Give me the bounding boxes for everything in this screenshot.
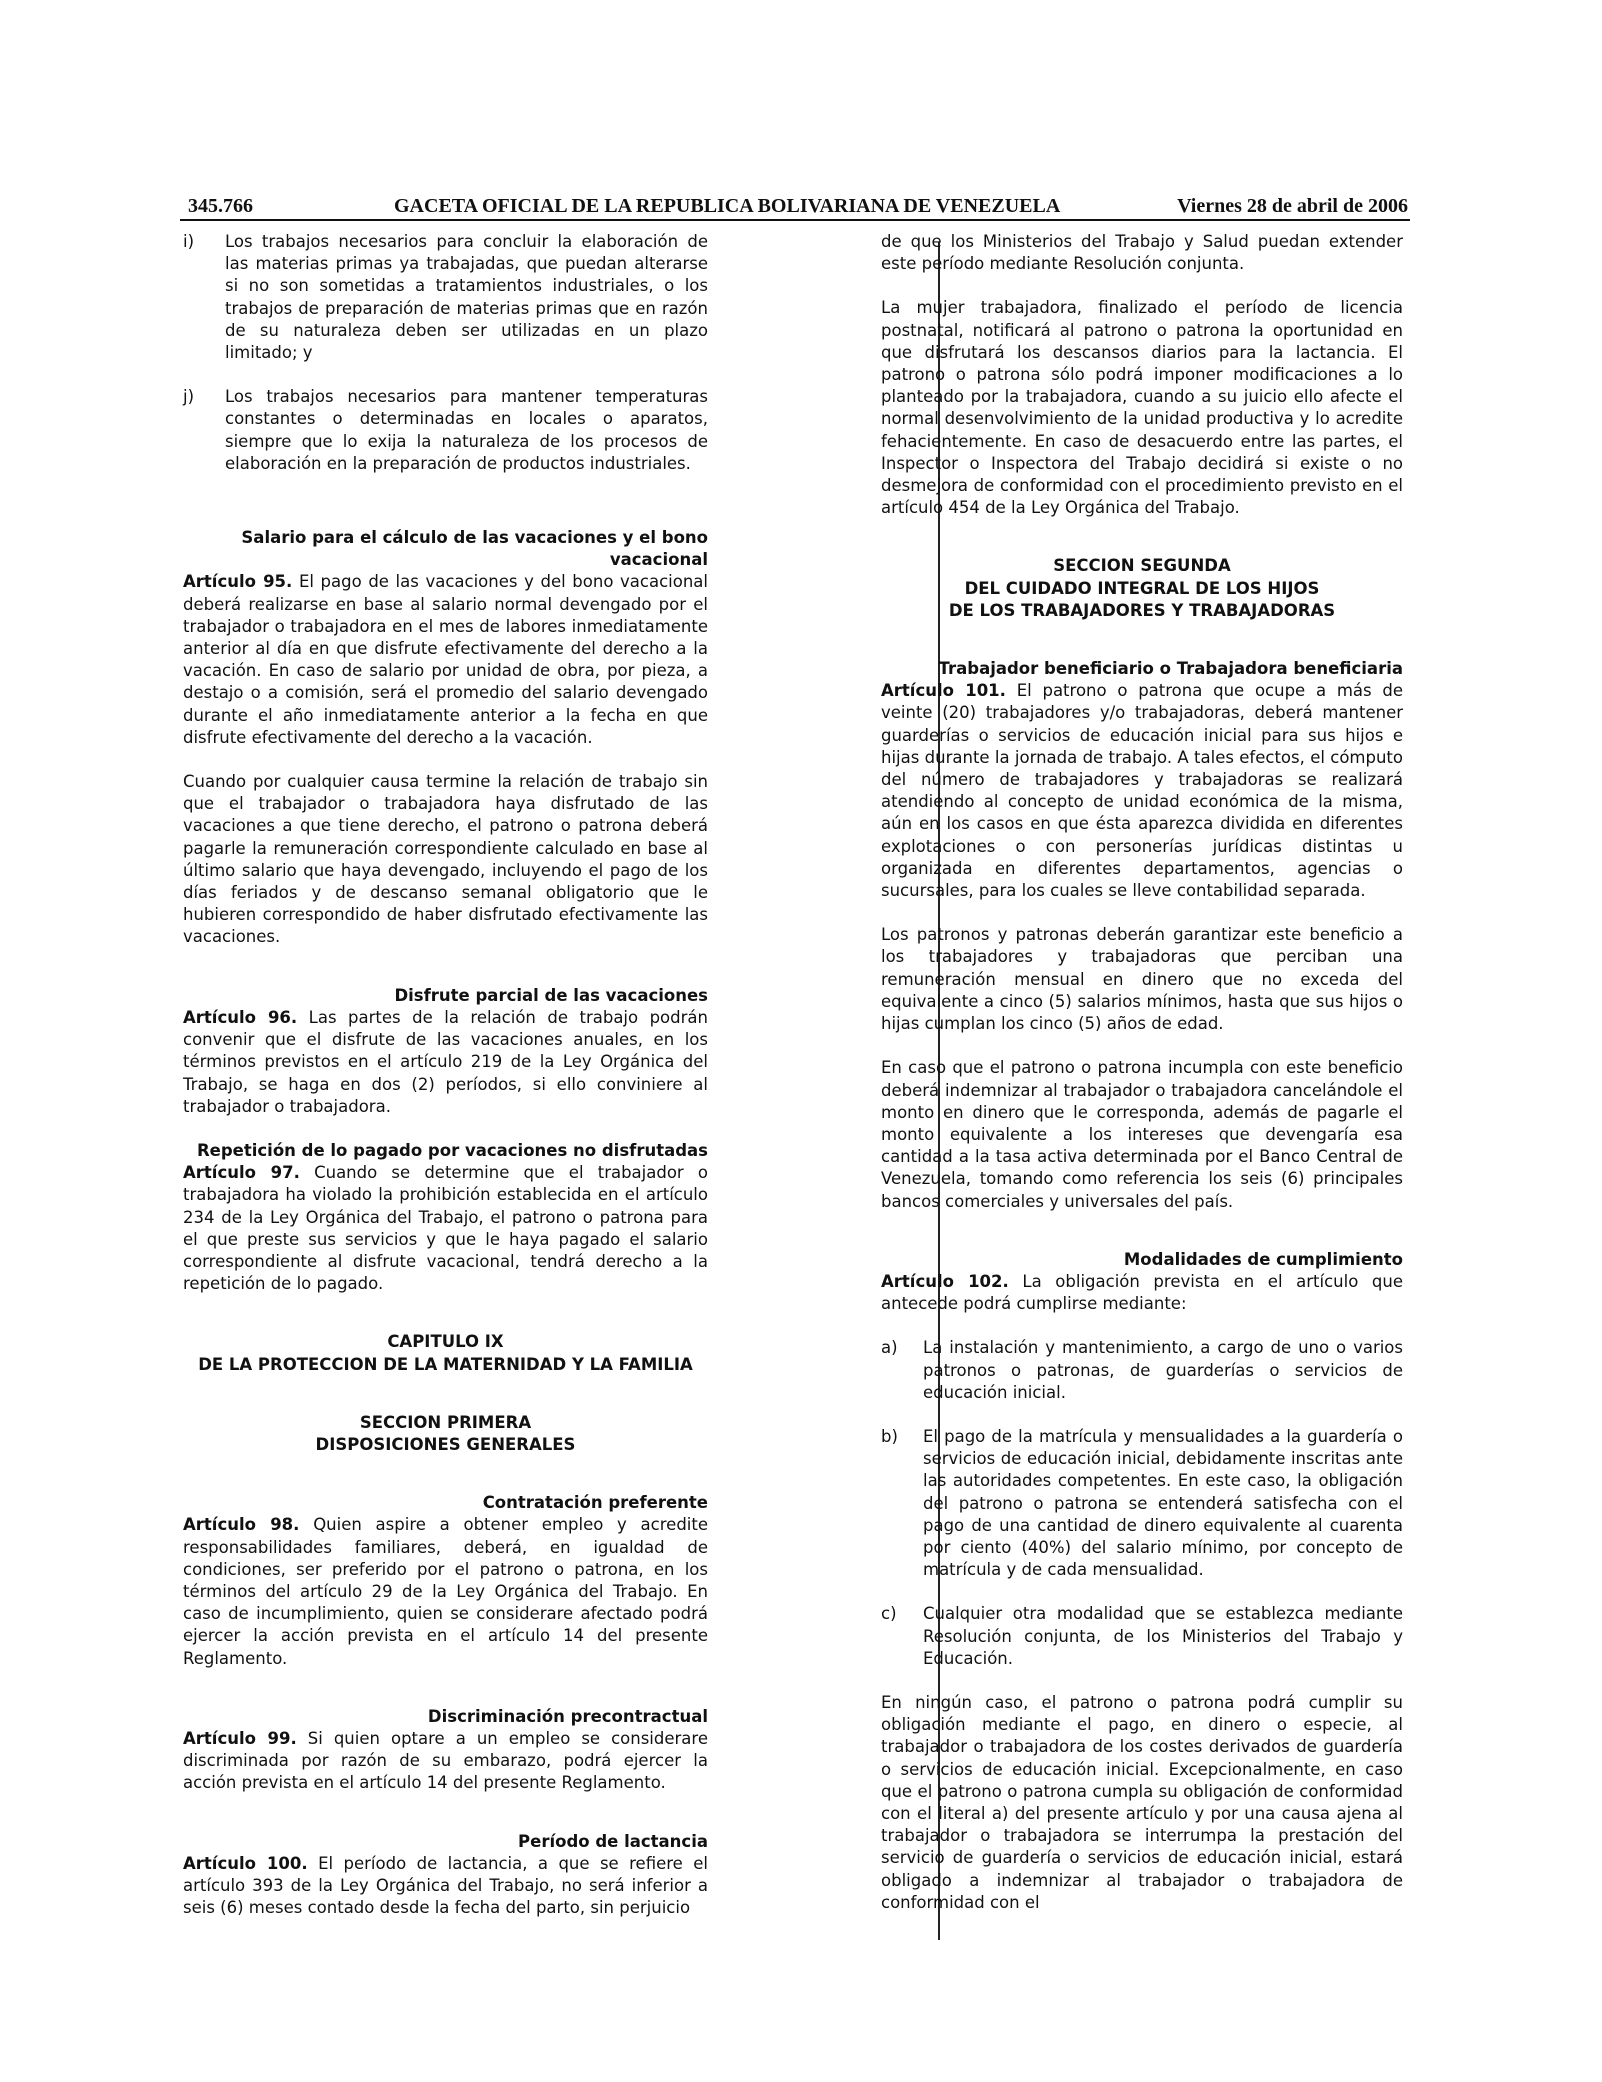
list-item-b (881, 1426, 1403, 1581)
article-text: Quien aspire a obtener empleo y acredite responsabilidades familiares, deberá, en igualdad de condiciones, ser preferido por el patrono o patrona, en los términos del artículo 29 de la Ley Orgánica del Trabajo. En caso de incumplimiento, quien se considerare afectado podrá ejercer la acción prevista en el artículo 14 del presente Reglamento. (183, 1515, 708, 1668)
article-100-paragraph-2: La mujer trabajadora, finalizado el período de licencia postnatal, notificará al patrono o patrona la oportunidad en que disfrutará los descansos diarios para la lactancia. El patrono o patrona sólo podrá imponer modificaciones a lo planteado por la trabajadora, cuando a su juicio ello afecte el normal desenvolvimiento de la unidad productiva y lo acredite fehacientemente. En caso de desacuerdo entre las partes, el Inspector o Inspectora del Trabajo decidirá si existe o no desmejora de conformidad con el procedimiento previsto en el artículo 454 de la Ley Orgánica del Trabajo. (881, 298, 1403, 518)
list-item-c (881, 1603, 1403, 1670)
article-97 (183, 1162, 708, 1295)
article-95-title: Salario para el cálculo de las vacaciones y el bono vacacional (241, 528, 708, 570)
article-text: El patrono o patrona que ocupe a más de veinte (20) trabajadores y/o trabajadoras, deberá mantener guarderías o servicios de educación inicial para sus hijos e hijas durante la jornada de trabajo. A tales efectos, el cómputo del número de trabajadores y trabajadoras se realizará atendiendo al concepto de unidad económica de la misma, aún en los casos en que ésta aparezca dividida en diferentes explotaciones o con personerías jurídicas distintas u organizada en diferentes departamentos, agencias o sucursales, para los cuales se lleve contabilidad separada. (881, 681, 1403, 901)
article-label: Artículo 99. (183, 1728, 297, 1748)
right-column (881, 231, 1403, 1914)
article-label: Artículo 100. (183, 1853, 308, 1873)
article-101-paragraph-3: En caso que el patrono o patrona incumpla con este beneficio deberá indemnizar al trabajador o trabajadora cancelándole el monto en dinero que le corresponda, además de pagarle el monto equivalente a los intereses que devengaría esa cantidad a la tasa activa determinada por el Banco Central de Venezuela, tomando como referencia los seis (6) principales bancos comerciales y universales del país. (881, 1058, 1403, 1211)
item-label: b) (881, 1426, 898, 1446)
article-text: Cuando se determine que el trabajador o trabajadora ha violado la prohibición establecida en el artículo 234 de la Ley Orgánica del Trabajo, el patrono o patrona para el que preste sus servicios y que le haya pagado el salario correspondiente al disfrute vacacional, tendrá derecho a la repetición de lo pagado. (183, 1163, 709, 1294)
item-label: c) (881, 1604, 897, 1624)
article-98 (183, 1514, 708, 1669)
chapter-heading: CAPITULO IX DE LA PROTECCION DE LA MATERNIDAD Y LA FAMILIA (198, 1332, 693, 1374)
list-item-j (183, 386, 708, 475)
article-101-paragraph-2: Los patronos y patronas deberán garantizar este beneficio a los trabajadores y trabajadoras que perciban una remuneración mensual en dinero que no exceda del equivalente a cinco (5) salarios mínimos, hasta que sus hijos o hijas cumplan los cinco (5) años de edad. (881, 925, 1403, 1034)
list-item-a (881, 1337, 1403, 1404)
article-label: Artículo 96. (183, 1007, 298, 1027)
article-99 (183, 1728, 708, 1795)
article-96 (183, 1007, 708, 1118)
article-text: Si quien optare a un empleo se considerare discriminada por razón de su embarazo, podrá ejercer la acción prevista en el artículo 14 del presente Reglamento. (183, 1728, 708, 1793)
item-text: Los trabajos necesarios para mantener temperaturas constantes o determinadas en locales o aparatos, siempre que lo exija la naturaleza de los procesos de elaboración en la preparación de productos industriales. (225, 387, 708, 473)
item-text: Cualquier otra modalidad que se establezca mediante Resolución conjunta, de los Ministerios del Trabajo y Educación. (923, 1604, 1403, 1668)
article-102-paragraph-2: En ningún caso, el patrono o patrona podrá cumplir su obligación mediante el pago, en dinero o especie, al trabajador o trabajadora de los costes derivados de guardería o servicios de educación inicial. Excepcionalmente, en caso que el patrono o patrona cumpla su obligación de conformidad con el literal a) del presente artículo y por una causa ajena al trabajador o trabajadora se interrumpa la prestación del servicio de guardería o servicios de educación inicial, estará obligado a indemnizar al trabajador o trabajadora de conformidad con el (881, 1692, 1403, 1912)
article-label: Artículo 95. (183, 572, 293, 592)
item-label: j) (183, 387, 195, 407)
article-95 (183, 571, 708, 749)
item-text: Los trabajos necesarios para concluir la elaboración de las materias primas ya trabajadas, que puedan alterarse si no son sometidas a tratamientos industriales, o los trabajos de preparación de materias primas que en razón de su naturaleza deben ser utilizadas en un plazo limitado; y (225, 232, 708, 363)
article-101 (881, 680, 1403, 902)
article-text: La obligación prevista en el artículo que antecede podrá cumplirse mediante: (881, 1271, 1403, 1314)
item-text: La instalación y mantenimiento, a cargo de uno o varios patronos o patronas, de guarderías o servicios de educación inicial. (923, 1338, 1403, 1402)
article-label: Artículo 98. (183, 1515, 300, 1535)
article-99-title: Discriminación precontractual (427, 1706, 708, 1726)
issue-date: Viernes 28 de abril de 2006 (1177, 195, 1408, 217)
article-text: Las partes de la relación de trabajo podrán convenir que el disfrute de las vacaciones anuales, en los términos previstos en el artículo 219 de la Ley Orgánica del Trabajo, se haga en dos (2) períodos, si ello conviniere al trabajador o trabajadora. (183, 1007, 708, 1116)
article-100-continuation: de que los Ministerios del Trabajo y Salud puedan extender este período mediante Resolución conjunta. (881, 232, 1403, 274)
article-100 (183, 1853, 708, 1920)
item-label: a) (881, 1338, 898, 1358)
article-102-title: Modalidades de cumplimiento (1123, 1249, 1403, 1269)
section-1-heading: SECCION PRIMERA DISPOSICIONES GENERALES (315, 1412, 576, 1454)
item-label: i) (183, 232, 195, 251)
page-number: 345.766 (188, 195, 253, 217)
gazette-title: GACETA OFICIAL DE LA REPUBLICA BOLIVARIANA DE VENEZUELA (394, 195, 1061, 217)
article-95-paragraph-2: Cuando por cualquier causa termine la relación de trabajo sin que el trabajador o trabajadora haya disfrutado de las vacaciones a que tiene derecho, el patrono o patrona deberá pagarle la remuneración correspondiente calculado en base al último salario que haya devengado, incluyendo el pago de los días feriados y de descanso semanal obligatorio que le hubieren correspondido de haber disfrutado efectivamente las vacaciones. (183, 772, 708, 947)
article-label: Artículo 102. (881, 1271, 1009, 1291)
article-text: El pago de las vacaciones y del bono vacacional deberá realizarse en base al salario normal devengado por el trabajador o trabajadora en el mes de labores inmediatamente anterior al día en que disfrute efectivamente del derecho a la vacación. En caso de salario por unidad de obra, por pieza, a destajo o a comisión, será el promedio del salario devengado durante el año inmediatamente anterior a la fecha en que disfrute efectivamente del derecho a la vacación. (183, 572, 708, 747)
list-item-i (183, 231, 708, 364)
item-text: El pago de la matrícula y mensualidades a la guardería o servicios de educación inicial, debidamente inscritas ante las autoridades competentes. En este caso, la obligación del patrono o patrona se entenderá satisfecha con el pago de una cantidad de dinero equivalente al cuarenta por ciento (40%) del salario mínimo, por concepto de matrícula y de cada mensualidad. (923, 1426, 1403, 1580)
article-98-title: Contratación preferente (482, 1493, 708, 1513)
article-label: Artículo 97. (183, 1163, 300, 1183)
article-96-title: Disfrute parcial de las vacaciones (394, 985, 708, 1005)
article-102 (881, 1271, 1403, 1315)
left-column (183, 231, 708, 1919)
article-100-title: Período de lactancia (518, 1831, 708, 1851)
article-97-title: Repetición de lo pagado por vacaciones no disfrutadas (196, 1140, 708, 1160)
article-text: El período de lactancia, a que se refiere el artículo 393 de la Ley Orgánica del Trabajo, no será inferior a seis (6) meses contado desde la fecha del parto, sin perjuicio (183, 1853, 708, 1918)
section-2-heading: SECCION SEGUNDA DEL CUIDADO INTEGRAL DE LOS HIJOS DE LOS TRABAJADORES Y TRABAJADORAS (948, 556, 1336, 620)
article-101-title: Trabajador beneficiario o Trabajadora beneficiaria (938, 659, 1403, 679)
article-label: Artículo 101. (881, 681, 1006, 701)
gazette-header (180, 195, 1410, 221)
